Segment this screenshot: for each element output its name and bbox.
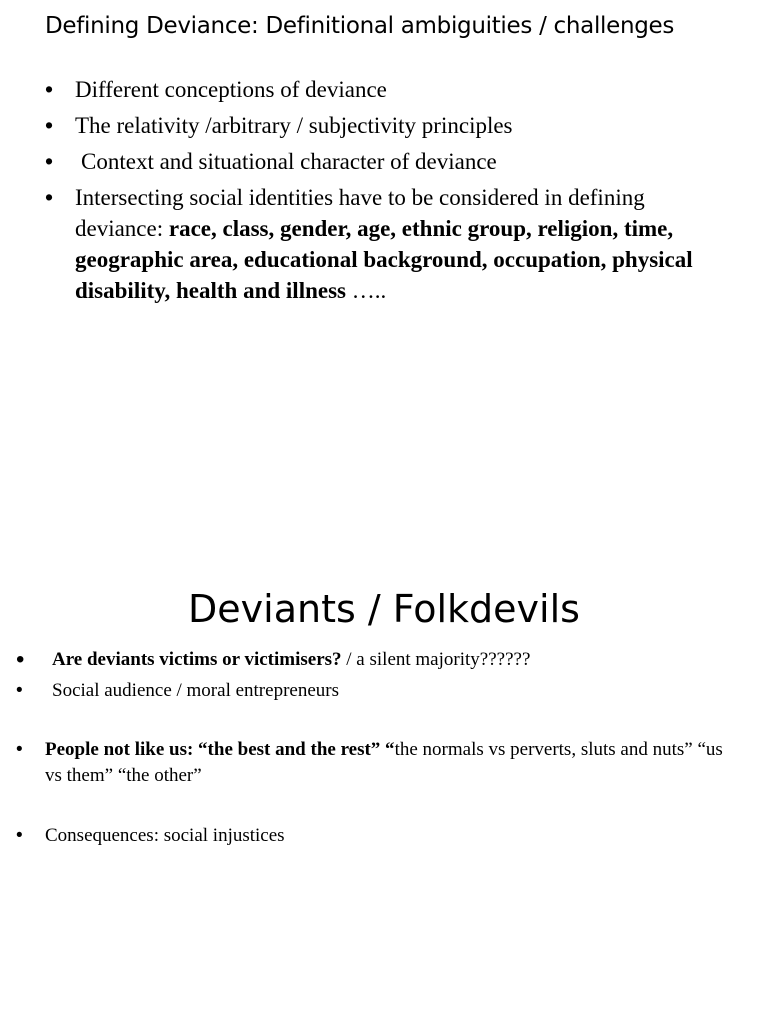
- bullet-list: [16, 644, 741, 849]
- list-item: [45, 182, 725, 306]
- bullet-icon: •: [45, 148, 54, 174]
- list-item-text: Consequences: social injustices: [45, 825, 285, 846]
- slide-2: [0, 512, 768, 1024]
- list-item-text: the normals vs perverts, sluts and nuts” “us vs them” “the other”: [45, 739, 723, 786]
- list-item-text: The relativity /arbitrary / subjectivity principles: [75, 113, 513, 138]
- bullet-icon: •: [16, 646, 25, 673]
- slide-title: Deviants / Folkdevils: [188, 587, 580, 631]
- bullet-icon: •: [45, 184, 54, 210]
- people-not-like-us-bold: People not like us: “the best and the rest” “: [45, 739, 395, 760]
- list-item: [16, 647, 741, 673]
- bullet-icon: •: [16, 825, 23, 846]
- list-item: [16, 678, 741, 704]
- list-item-text: Different conceptions of deviance: [75, 77, 387, 102]
- bullet-icon: •: [16, 739, 23, 760]
- bullet-icon: •: [45, 112, 54, 138]
- identity-list-bold: race, class, gender, age, ethnic group, religion, time, geographic area, educational background, occupation, physical disability, health and illness: [75, 216, 693, 303]
- list-item: [45, 110, 725, 141]
- list-item: [45, 146, 725, 177]
- list-item-suffix: …..: [345, 278, 387, 303]
- list-item: [16, 823, 741, 849]
- list-item-text: Social audience / moral entrepreneurs: [52, 680, 339, 701]
- list-item: [45, 74, 725, 105]
- bullet-icon: •: [45, 76, 54, 102]
- list-item-text: / a silent majority??????: [341, 649, 531, 670]
- list-item-text: Context and situational character of deviance: [81, 149, 497, 174]
- list-item-text: Intersecting social identities have to be considered in defining deviance:: [75, 185, 645, 241]
- list-item: [16, 737, 741, 789]
- bullet-icon: •: [16, 680, 23, 701]
- slide-title: Defining Deviance: Definitional ambiguities / challenges: [45, 13, 675, 39]
- bullet-list: [45, 74, 725, 311]
- question-bold: Are deviants victims or victimisers?: [52, 649, 342, 670]
